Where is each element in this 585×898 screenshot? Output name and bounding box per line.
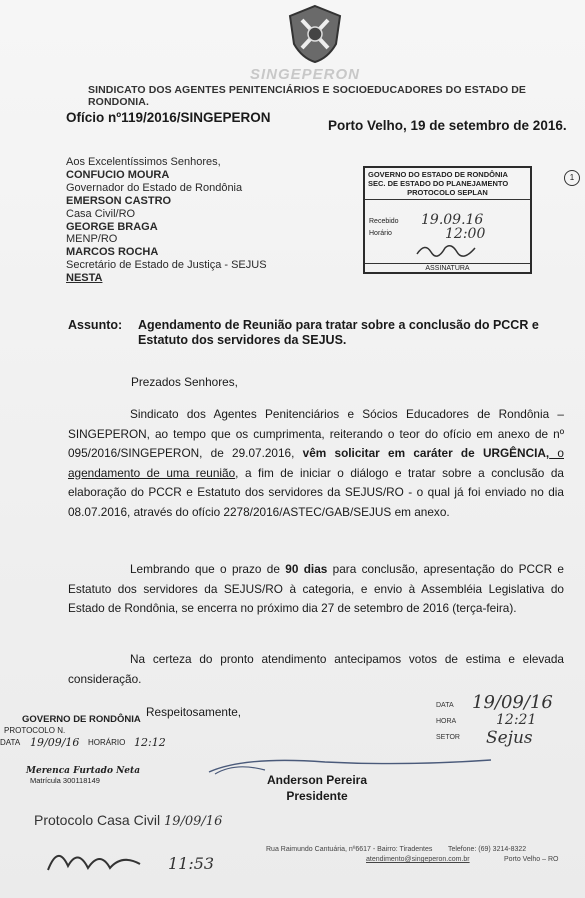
subject-text: Agendamento de Reunião para tratar sobre a conclusão do PCCR e Estatuto dos servidores da SEJUS. xyxy=(138,318,539,347)
footer-city: Porto Velho – RO xyxy=(504,856,559,863)
recipient-nesta: NESTA xyxy=(66,272,103,285)
handwritten-signature-icon xyxy=(415,240,485,258)
recipient-name: EMERSON CASTRO xyxy=(66,194,172,207)
recipient-role: MENP/RO xyxy=(66,233,118,246)
salutation-line: Aos Excelentíssimos Senhores, xyxy=(66,156,221,168)
protocol-stamp-seplan xyxy=(363,166,532,274)
stamp-handwritten-date: 19.09.16 xyxy=(421,212,484,228)
handwritten-signature-icon xyxy=(44,840,154,880)
recipients-block xyxy=(66,156,267,285)
footer-email[interactable]: atendimento@singeperon.com.br xyxy=(366,856,470,863)
logo-wordmark: SINGEPERON xyxy=(250,66,361,83)
footer-address: Rua Raimundo Cantuária, nº6617 - Bairro: Tiradentes Telefone: (69) 3214-8322 xyxy=(266,846,527,853)
paragraph-2: Lembrando que o prazo de 90 dias para conclusão, apresentação do PCCR e Estatuto dos servidores da SEJUS/RO à categoria, e envio à Assembléia Legislativa do Estado de Rondônia, se encerra no próximo dia 27 de setembro de 2016 (terça-feira). xyxy=(68,562,564,615)
recipient-name: CONFUCIO MOURA xyxy=(66,168,170,181)
protocol-stamp-sejus: DATA HORA SETOR 19/09/16 12:21 Sejus xyxy=(436,692,553,748)
stamp-time-label: Horário xyxy=(369,230,392,237)
recipient-role: Casa Civil/RO xyxy=(66,207,136,220)
union-name: SINDICATO DOS AGENTES PENITENCIÁRIOS E SOCIOEDUCADORES DO ESTADO DE RONDONIA. xyxy=(88,84,527,108)
stamp-header: GOVERNO DO ESTADO DE RONDÔNIA SEC. DE ESTADO DO PLANEJAMENTO PROTOCOLO SEPLAN xyxy=(365,168,530,200)
subject-label: Assunto: xyxy=(68,318,123,332)
letter-page: SINGEPERON SINDICATO DOS AGENTES PENITENCIÁRIOS E SOCIOEDUCADORES DO ESTADO DE RONDONIA. Ofício nº119/2016/SINGEPERON Porto Velho, 19 de setembro de 2016. Aos Excelentíssimos Senhores, CONFUCIO MOURA Governador do Estado de Rondônia EMERSON CASTRO Casa Civil/RO GEORGE BRAGA MENP/RO MARCOS ROCHA Secretário de Estado de Justiça - SEJUS NESTA GOVERNO DO ESTADO DE RONDÔNIA SEC. DE ESTADO DO PLANEJAMENTO PROTOCOLO SEPLAN Recebido Horário 19.09.16 12:00 ASSINATURA 1 Assunto: Agendamento de Reunião para tratar sobre a conclusão do PCCR e Estatuto dos servidores da SEJUS. Prezados Senhores, Sindicato dos Agentes Penitenciários e Sócios Educadores de Rondônia – SINGEPERON, ao tempo que os cumprimenta, reiterando o teor do ofício em anexo de nº 095/2016/SINGEPERON, de 29.07.2016, vêm solicitar em caráter de URGÊNCIA, o agendamento de uma reunião, a fim de iniciar o diálogo e tratar sobre a conclusão da elaboração do PCCR e Estatuto dos servidores da SEJUS/RO - o qual já foi enviado no dia 08.07.2016, através do ofício 2278/2016/ASTEC/GAB/SEJUS em anexo. Lembrando que o prazo de 90 dias para conclusão, apresentação do PCCR e Estatuto dos servidores da SEJUS/RO à categoria, e envio à Assembléia Legislativa do Estado de Rondônia, se encerra no próximo dia 27 de setembro de 2016 (terça-feira). Na certeza do pronto atendimento antecipamos votos de estima e elevada consideração. Respeitosamente, Anderson Pereira Presidente GOVERNO DE RONDÔNIA PROTOCOLO N. DATA 19/09/16 HORÁRIO 12:12 Merenca Furtado Neta Matrícula 300118149 DATA HORA SETOR 19/09/16 12:21 Sejus Protocolo Casa Civil 19/09/16 11:53 Rua Raimundo Cantuária, nº6617 - Bairro: Tiradentes Telefone: (69) 3214-8322 atendimento@singeperon.com.br Porto Velho – RO xyxy=(0,0,585,898)
paragraph-1: Sindicato dos Agentes Penitenciários e Sócios Educadores de Rondônia – SINGEPERON, ao tempo que os cumprimenta, reiterando o teor do ofício em anexo de nº 095/2016/SINGEPERON, de 29.07.2016, vêm solicitar em caráter de URGÊNCIA, o agendamento de uma reunião, a fim de iniciar o diálogo e tratar sobre a conclusão da elaboração do PCCR e Estatuto dos servidores da SEJUS/RO - o qual já foi enviado no dia 08.07.2016, através do ofício 2278/2016/ASTEC/GAB/SEJUS em anexo. xyxy=(68,407,564,519)
stamp-assin-label: ASSINATURA xyxy=(365,263,530,272)
casa-civil-annotation: Protocolo Casa Civil 19/09/16 xyxy=(34,812,223,829)
office-number: Ofício nº119/2016/SINGEPERON xyxy=(66,110,271,125)
paragraph-3: Na certeza do pronto atendimento antecipamos votos de estima e elevada consideração. xyxy=(68,652,564,686)
recipient-role: Governador do Estado de Rondônia xyxy=(66,181,243,194)
page-mark: 1 xyxy=(564,170,580,186)
handwritten-time: 11:53 xyxy=(168,854,215,873)
signatory: Anderson Pereira Presidente xyxy=(266,773,368,803)
stamp-handwritten-time: 12:00 xyxy=(445,226,486,242)
recipient-role: Secretário de Estado de Justiça - SEJUS xyxy=(66,259,267,272)
recipient-name: MARCOS ROCHA xyxy=(66,246,159,259)
union-logo-icon xyxy=(288,4,342,64)
recipient-name: GEORGE BRAGA xyxy=(66,220,158,233)
letter-date: Porto Velho, 19 de setembro de 2016. xyxy=(328,118,567,133)
greeting: Prezados Senhores, xyxy=(131,375,238,389)
stamp-received-label: Recebido xyxy=(369,218,399,225)
closing: Respeitosamente, xyxy=(146,705,242,719)
